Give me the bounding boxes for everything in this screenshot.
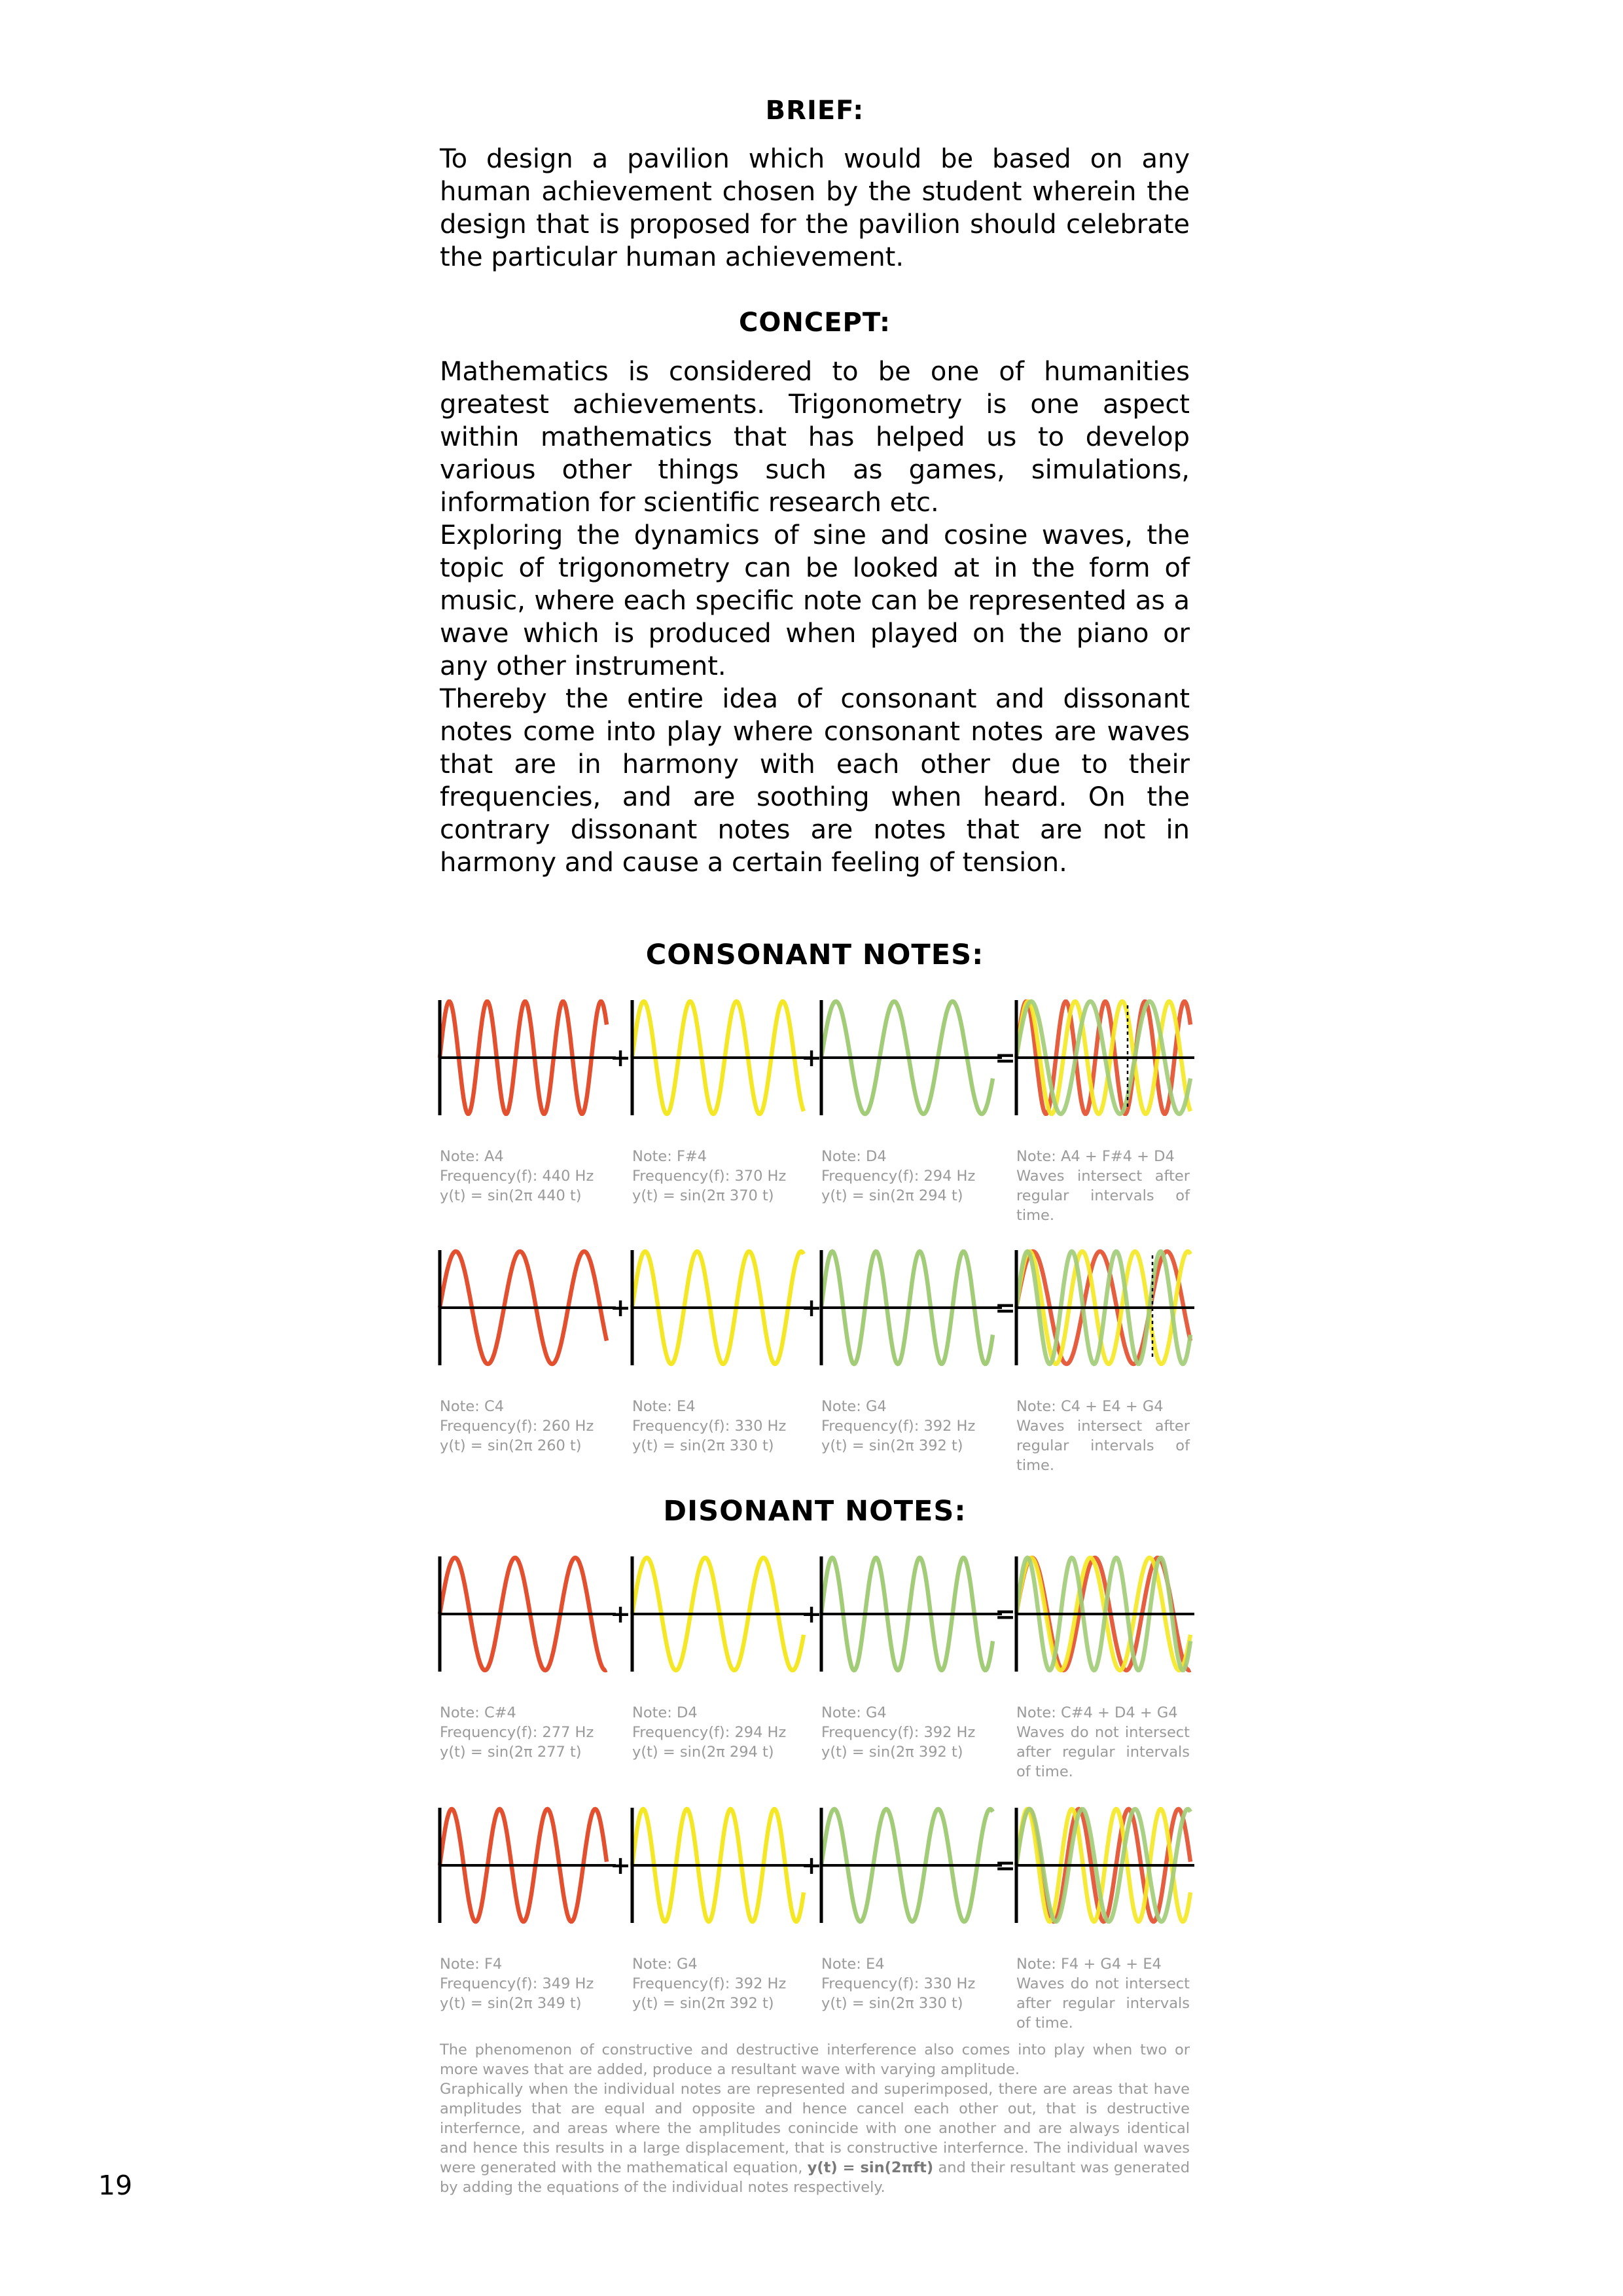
note-name: Note: F#4 [632,1148,707,1165]
note-name: Note: G4 [821,1704,887,1721]
result-description: Waves do not intersect after regular intervals of time. [1016,1975,1190,2032]
note-equation: y(t) = sin(2π 392 t) [821,1744,963,1761]
footnote-equation: y(t) = sin(2πft) [807,2159,934,2176]
note-equation: y(t) = sin(2π 370 t) [632,1187,774,1204]
note-equation: y(t) = sin(2π 260 t) [440,1437,582,1454]
note-frequency: Frequency(f): 440 Hz [440,1168,594,1185]
wave-row-2 [440,1250,1194,1365]
note-caption [632,1147,802,1206]
note-equation: y(t) = sin(2π 294 t) [632,1744,774,1761]
note-equation: y(t) = sin(2π 330 t) [632,1437,774,1454]
plus-operator: + [610,1293,631,1322]
note-equation: y(t) = sin(2π 277 t) [440,1744,582,1761]
brief-text: To design a pavilion which would be based on any human achievement chosen by the student wherein the design that is proposed for the pavilion should celebrate the particular human achievement. [440,144,1190,272]
note-frequency: Frequency(f): 392 Hz [632,1975,787,1992]
note-caption [821,1397,991,1456]
result-description: Waves do not intersect after regular intervals of time. [1016,1724,1190,1780]
note-caption [440,1397,610,1456]
note-caption [632,1703,802,1762]
note-name: Note: A4 [440,1148,504,1165]
note-name: Note: A4 + F#4 + D4 [1016,1148,1175,1165]
result-description: Waves intersect after regular intervals of time. [1016,1418,1190,1474]
wave-row-4 [440,1808,1194,1923]
note-frequency: Frequency(f): 330 Hz [821,1975,976,1992]
brief-heading: BRIEF: [765,96,865,126]
concept-paragraph-1: Mathematics is considered to be one of humanities greatest achievements. Trigonometry is one aspect within mathematics that has helped us to develop various other things such as games, simulations, information for scientific research etc. [440,357,1190,518]
note-frequency: Frequency(f): 392 Hz [821,1724,976,1741]
note-name: Note: C4 [440,1398,505,1415]
note-name: Note: C#4 [440,1704,516,1721]
note-frequency: Frequency(f): 392 Hz [821,1418,976,1435]
note-name: Note: C4 + E4 + G4 [1016,1398,1164,1415]
plus-operator: + [610,1043,631,1072]
plus-operator: + [801,1851,822,1880]
footnote-part-1: The phenomenon of constructive and destructive interference also comes into play when two or more waves that are added, produce a resultant wave with varying amplitude. [440,2041,1190,2078]
note-caption [440,1954,610,2013]
equals-operator: = [995,1043,1016,1072]
plus-operator: + [610,1851,631,1880]
note-name: Note: C#4 + D4 + G4 [1016,1704,1178,1721]
note-name: Note: E4 [821,1956,885,1973]
note-equation: y(t) = sin(2π 330 t) [821,1995,963,2012]
note-name: Note: F4 [440,1956,503,1973]
note-caption [632,1397,802,1456]
concept-paragraph-3: Thereby the entire idea of consonant and dissonant notes come into play where consonant notes are waves that are in harmony with each other due to their frequencies, and are soothing when heard. On the contrary dissonant notes are notes that are not in harmony and cause a certain feeling of tension. [440,684,1190,878]
note-caption [440,1147,610,1206]
note-equation: y(t) = sin(2π 392 t) [632,1995,774,2012]
note-name: Note: D4 [821,1148,887,1165]
footnote-part-2: Graphically when the individual notes are represented and superimposed, there are areas that have amplitudes that are equal and opposite and hence cancel each other out, that is destructive interfernce, and areas where the amplitudes conincide with one another and are always identical and hence this results in a large displacement, that is constructive interfernce. The individual waves were generated with the mathematical equation, [440,2081,1190,2176]
note-caption [821,1703,991,1762]
note-equation: y(t) = sin(2π 392 t) [821,1437,963,1454]
plus-operator: + [801,1293,822,1322]
equals-operator: = [995,1851,1016,1880]
note-caption [632,1954,802,2013]
resultant-caption [1016,1397,1190,1475]
equals-operator: = [995,1600,1016,1628]
note-caption [821,1147,991,1206]
resultant-caption [1016,1147,1190,1225]
note-equation: y(t) = sin(2π 440 t) [440,1187,582,1204]
note-caption [821,1954,991,2013]
note-frequency: Frequency(f): 294 Hz [821,1168,976,1185]
concept-heading: CONCEPT: [739,308,891,338]
note-frequency: Frequency(f): 330 Hz [632,1418,787,1435]
resultant-caption [1016,1703,1190,1782]
concept-paragraph-2: Exploring the dynamics of sine and cosine waves, the topic of trigonometry can be looked at in the form of music, where each specific note can be represented as a wave which is produced when played on the piano or any other instrument. [440,520,1190,681]
note-name: Note: D4 [632,1704,698,1721]
consonant-notes-title: CONSONANT NOTES: [645,939,984,971]
note-name: Note: E4 [632,1398,696,1415]
note-frequency: Frequency(f): 260 Hz [440,1418,594,1435]
result-description: Waves intersect after regular intervals of time. [1016,1168,1190,1224]
note-frequency: Frequency(f): 349 Hz [440,1975,594,1992]
resultant-caption [1016,1954,1190,2033]
page-number: 19 [98,2170,133,2201]
wave-row-3 [440,1556,1194,1672]
dissonant-notes-title: DISONANT NOTES: [663,1495,967,1528]
note-name: Note: F4 + G4 + E4 [1016,1956,1162,1973]
note-equation: y(t) = sin(2π 349 t) [440,1995,582,2012]
footnote-part-3: and their resultant was generated by adding the equations of the individual notes respectively. [440,2159,1190,2196]
note-caption [440,1703,610,1762]
note-name: Note: G4 [632,1956,698,1973]
interference-footnote [440,2040,1190,2197]
note-equation: y(t) = sin(2π 294 t) [821,1187,963,1204]
plus-operator: + [801,1043,822,1072]
equals-operator: = [995,1293,1016,1322]
note-name: Note: G4 [821,1398,887,1415]
plus-operator: + [610,1600,631,1628]
note-frequency: Frequency(f): 277 Hz [440,1724,594,1741]
plus-operator: + [801,1600,822,1628]
note-frequency: Frequency(f): 294 Hz [632,1724,787,1741]
note-frequency: Frequency(f): 370 Hz [632,1168,787,1185]
wave-row-1 [440,1000,1194,1115]
